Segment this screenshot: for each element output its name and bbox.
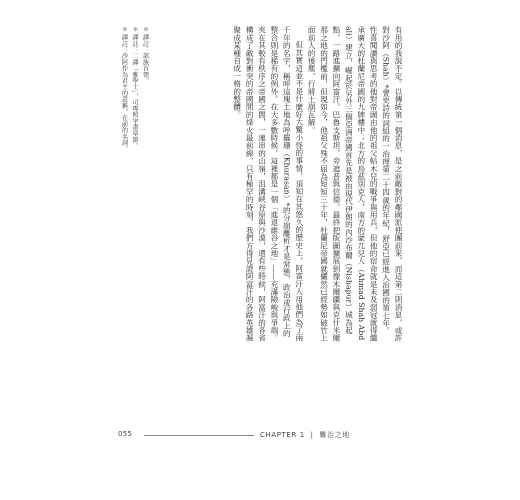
chapter-label: CHAPTER 1 xyxy=(260,431,305,439)
footnote-2: ＊ 譯註：二譯「雅學士」，司專照字畫章節。 xyxy=(131,26,138,149)
footnotes xyxy=(118,26,150,266)
chapter-title: 難治之地 xyxy=(319,431,350,439)
footer-rule xyxy=(144,435,254,436)
footnote-3: ＊ 譯註：沙阿作為君主的意稱，在前的名詞。 xyxy=(120,26,128,152)
running-head xyxy=(260,430,350,440)
page-number: 055 xyxy=(118,430,133,438)
page-footer xyxy=(118,430,406,442)
paragraph-1: 有用的我說不定。以傳統第一個消息，是之前敵對的鄰國派使團前來，而這第二則消息，或許對沙阿（Shah）*會更詩的詞組的一治理第二十四歲的年紀，舒亞已經進入治國的第七年。性喜閱讀與思考的他對帝國由他的祖父帖木兒的戰爭與用兵，但他的宿命就是未及弱冠就得繼承廣大的杜蘭尼帝國的九牌樓中；北方的烏茲別克人，南方的蒙兀兒人（Ahmad Shah Abdali）建立，崛起於另外三個亞洲帝國首先是被由現代伊朗的內沙布爾（Nishapur）城為起點，一路進擴向阿富汗，巴魯支斯坦，旁遮普與信德。最終把版圖擴展到像木爾疆與克什米爾那之地的門檻前，但現如今，他祖父殊不屈為短短三十年，杜蘭尼帝國就儼然已經勢如破竹上面前人的後塵，行將土崩瓦解。 xyxy=(307,26,403,342)
main-text-block xyxy=(230,26,404,342)
paragraph-2: 但其實這並不是什麼好大驚小怪的事情，須知在其悠久的歷史上，阿富汗人用他們為了兩千年的名字，稱呼這塊土地為呼羅珊（Khurasan）*的分崩離析才是常態，政治或行政上的整合則是稀有的例外。在大多數時候，這裡都是一個「進退維谷之地」——充滿險峻與爭端。夾在其較有秩序之帝國之間，一連串的山嶺，沮溝峽谷原與沙漠，還有些時候，阿富汗的各省構成了敵對衝突的帝國間的烽火最前線，只有極罕的時刻，我們方得見證阿富汗的各路英雄凝聚成某種自成一格的整體。 xyxy=(232,26,304,342)
footnote-1: ＊ 譯註：部族首領。 xyxy=(141,26,149,84)
running-head-separator: | xyxy=(310,431,314,439)
